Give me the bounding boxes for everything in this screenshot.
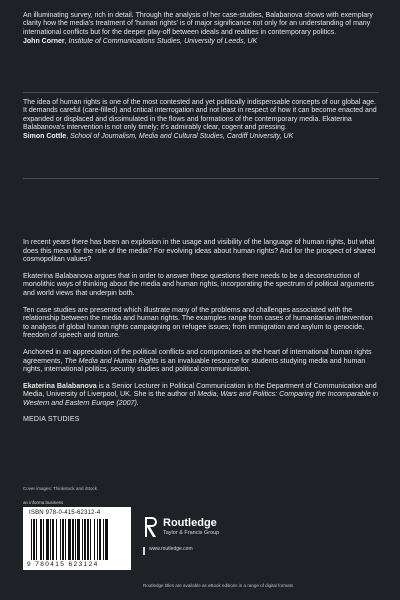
endorsement-attribution: John Corner, Institute of Communications Studies, University of Leeds, UK bbox=[23, 37, 258, 45]
text-run: is an invaluable resource for students studying media and human rights, international politics, security studies and political communication. bbox=[23, 356, 366, 374]
book-title: The Media and Human Rights bbox=[64, 356, 159, 365]
cover-credit: Cover images: Thinkstock and iStock bbox=[23, 486, 97, 491]
routledge-small-mark-icon bbox=[143, 547, 147, 555]
publisher-sub: Taylor & Francis Group bbox=[163, 530, 220, 536]
divider bbox=[23, 92, 379, 93]
isbn-label: ISBN 978-0-415-62312-4 bbox=[29, 510, 101, 516]
text-run: is a Senior Lecturer in Political Communication in the Department of Communication and Media, University of Liverpool, UK. She is the author of bbox=[23, 381, 377, 399]
publisher-url[interactable]: www.routledge.com bbox=[149, 546, 193, 552]
divider bbox=[23, 178, 379, 179]
ebook-note: Routledge titles are available as eBook editions in a range of digital formats bbox=[143, 583, 294, 588]
description-paragraph: Ten case studies are presented which illustrate many of the problems and challenges associated with the relationship between the media and human rights. The examples range from cases of humanitarian intervention to analysis of global human rights campaigning on refugee issues; from immigration and asylum to genocide, freedom of speech and torture. bbox=[23, 305, 373, 340]
endorsement-attribution: Simon Cottle, School of Journalism, Media and Cultural Studies, Cardiff University, UK bbox=[23, 133, 294, 141]
endorsement-text: An illuminating survey, rich in detail. Through the analysis of her case-studies, Balabanova shows with exemplary clarity how the media's treatment of 'human rights' is of major significance not only for an understanding of many international conflicts but for the deeper play-off between ideals and realities in contemporary politics. bbox=[23, 12, 373, 36]
barcode-bars bbox=[31, 519, 125, 560]
description-paragraph: Ekaterina Balabanova argues that in order to answer these questions there needs to be a deconstruction of monolithic ways of thinking about the media and human rights, incorporating the spectrum of political arguments and world views that underpin both. bbox=[23, 271, 374, 297]
publisher-block bbox=[143, 515, 303, 555]
endorsement-cottle bbox=[23, 99, 379, 141]
subject-category: MEDIA STUDIES bbox=[23, 415, 80, 423]
routledge-logo-icon bbox=[143, 515, 159, 539]
endorsement-affiliation: Institute of Communications Studies, University of Leeds, UK bbox=[68, 37, 258, 45]
description-paragraph: In recent years there has been an explosion in the usage and visibility of the language of human rights, but what does this mean for the role of the media? For evolving ideas about human rights? And for the prospect of shared cosmopolitan values? bbox=[23, 238, 376, 264]
endorsement-affiliation: School of Journalism, Media and Cultural Studies, Cardiff University, UK bbox=[70, 133, 294, 141]
endorsement-text: The idea of human rights is one of the most contested and yet politically indispensable concepts of our global age. It demands careful (care-filled) and critical interrogation and not least in respect of how it can become enacted and expanded or displaced and dissimulated in the flows and formations of the contemporary media. Ekaterina Balabanova's intervention is not only timely; it's admirably clear, cogent and pressing. bbox=[23, 99, 377, 131]
barcode-digits: 9 780415 623124 bbox=[27, 561, 99, 568]
isbn-barcode bbox=[23, 507, 131, 570]
description-paragraph bbox=[23, 348, 379, 374]
author-book: Media, Wars and Politics: Comparing the Incomparable in Western and Eastern Europe (2007). bbox=[23, 390, 379, 407]
book-description bbox=[23, 238, 379, 424]
endorsement-author: Simon Cottle bbox=[23, 133, 67, 141]
publisher-name: Routledge bbox=[163, 517, 217, 529]
endorsement-author: John Corner bbox=[23, 37, 65, 45]
author-bio bbox=[23, 382, 379, 408]
informa-business: an informa business bbox=[23, 500, 64, 505]
author-name: Ekaterina Balabanova bbox=[23, 381, 97, 390]
text-run: Anchored in an appreciation of the political conflicts and compromises at the heart of international human rights agreements, bbox=[23, 347, 372, 365]
endorsement-corner bbox=[23, 12, 379, 46]
